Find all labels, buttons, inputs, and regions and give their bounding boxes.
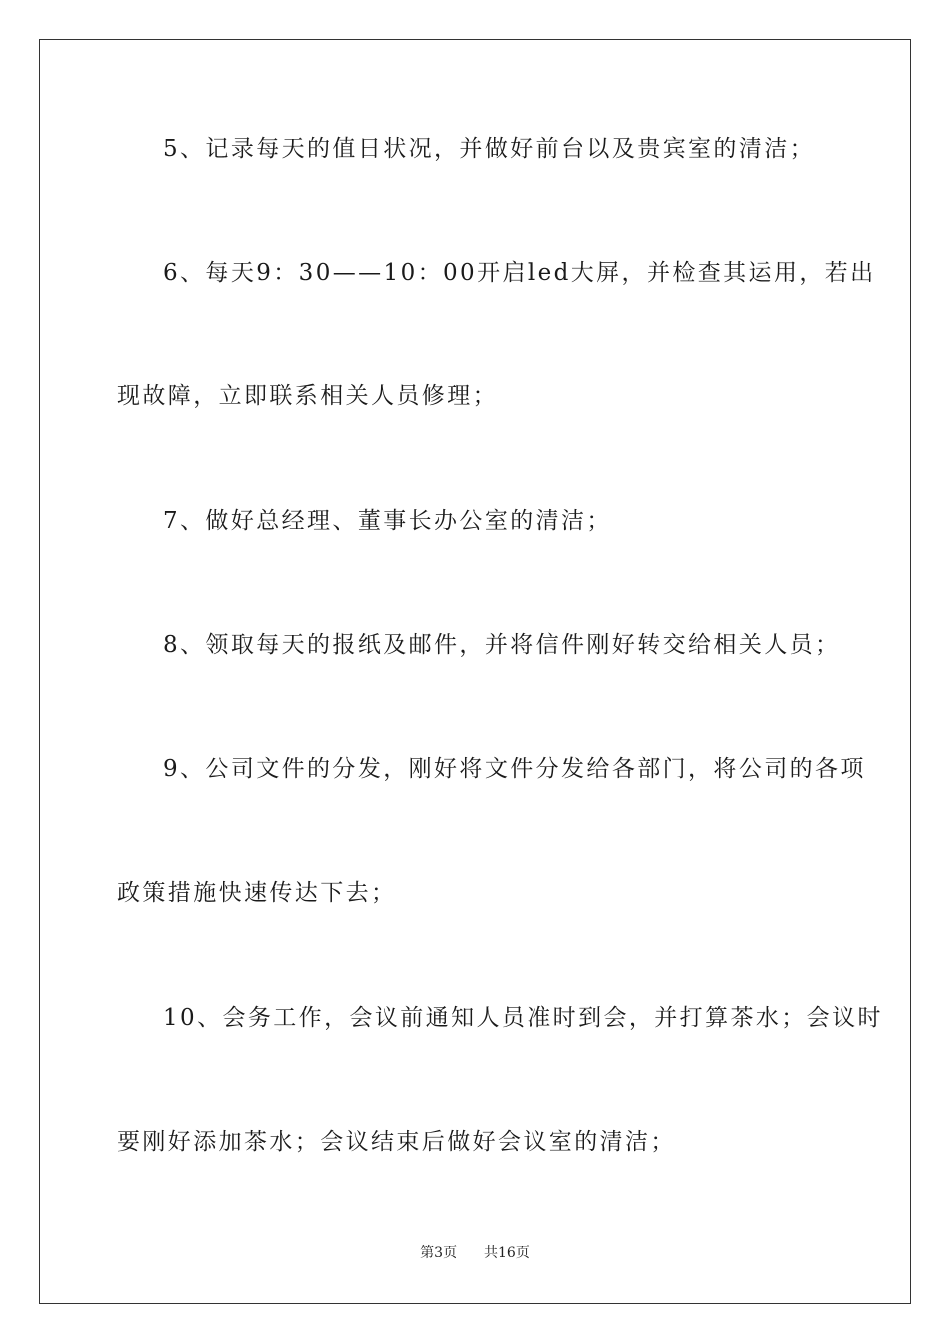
paragraph-line: 政策措施快速传达下去； — [117, 880, 397, 906]
paragraph-line: 现故障，立即联系相关人员修理； — [117, 383, 498, 409]
paragraph-line: 9、公司文件的分发，刚好将文件分发给各部门，将公司的各项 — [163, 756, 866, 782]
paragraph-line: 7、做好总经理、董事长办公室的清洁； — [163, 508, 612, 534]
paragraph-line: 要刚好添加茶水；会议结束后做好会议室的清洁； — [117, 1129, 676, 1155]
paragraph-line: 10、会务工作，会议前通知人员准时到会，并打算茶水；会议时 — [163, 1005, 883, 1031]
paragraph-line: 6、每天9：30——10：00开启led大屏，并检查其运用，若出 — [163, 260, 876, 286]
page-number: 第3页 — [420, 1245, 458, 1261]
page-footer — [0, 1244, 950, 1262]
paragraph-line: 8、领取每天的报纸及邮件，并将信件刚好转交给相关人员； — [163, 632, 841, 658]
paragraph-line: 5、记录每天的值日状况，并做好前台以及贵宾室的清洁； — [163, 136, 816, 162]
page-total: 共16页 — [484, 1245, 530, 1261]
page-border — [39, 39, 911, 1304]
